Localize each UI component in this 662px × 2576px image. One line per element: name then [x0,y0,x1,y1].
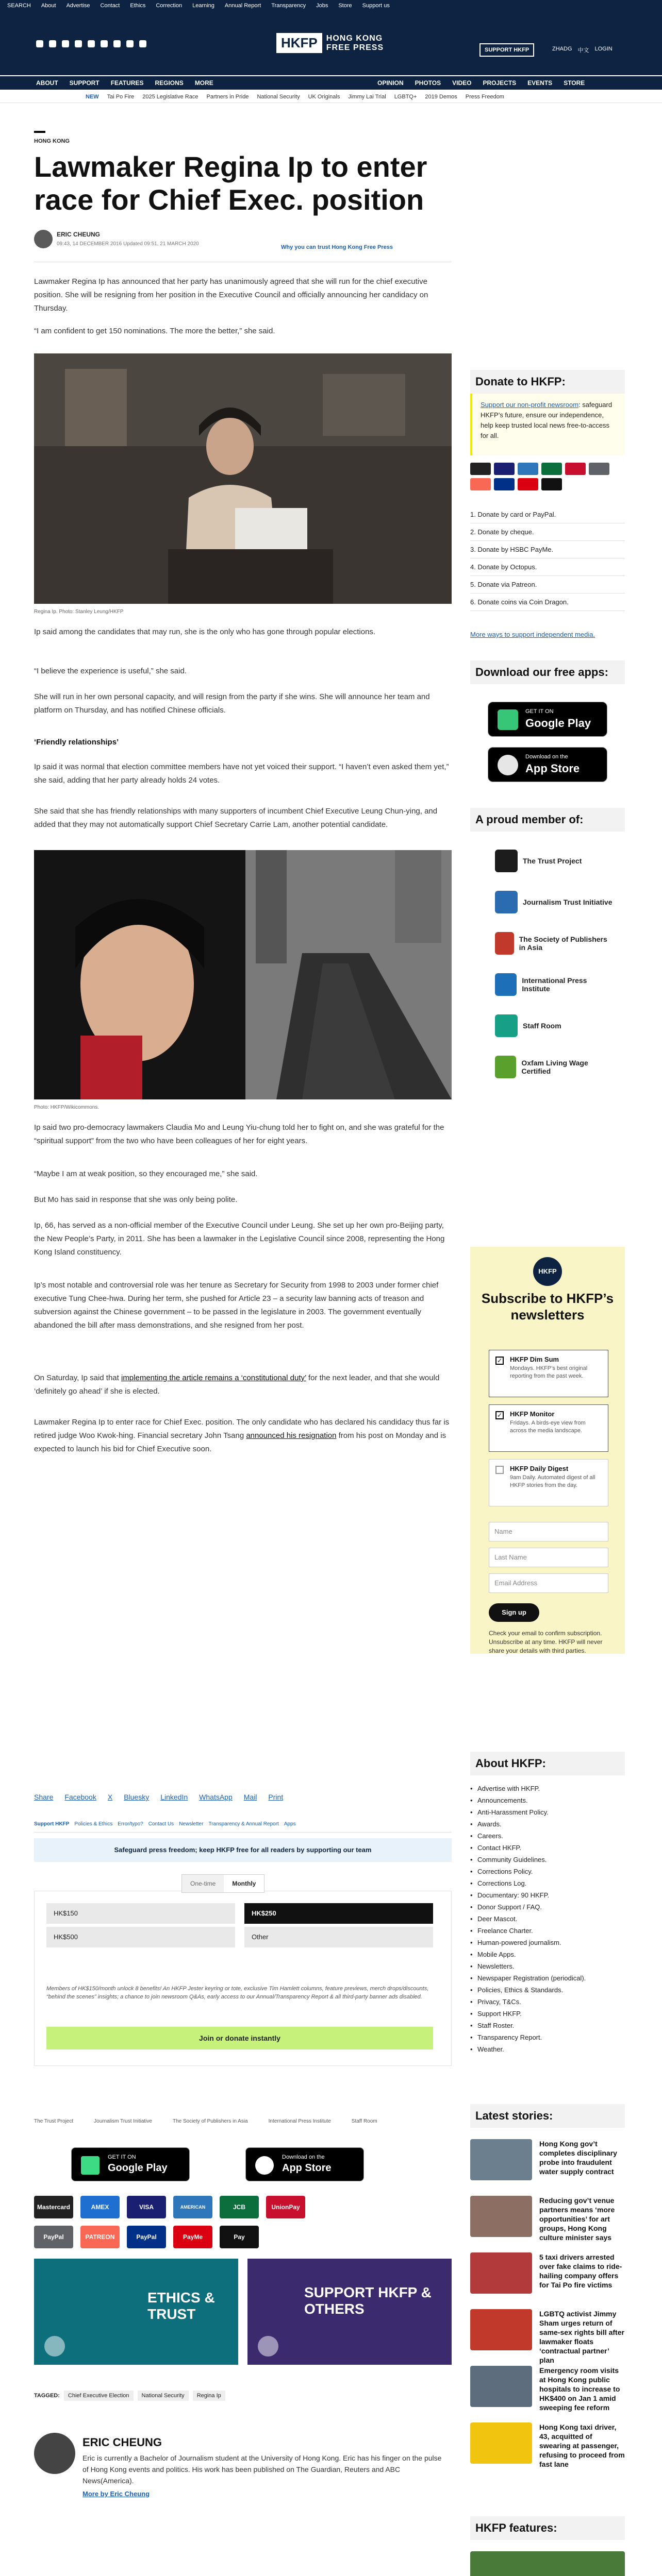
signup-button[interactable]: Sign up [489,1603,539,1622]
visa-icon: VISA [127,2196,166,2218]
share-linkedin[interactable]: LinkedIn [160,1793,188,1801]
site-logo[interactable] [276,33,384,53]
amount-option[interactable]: HK$500 [46,1927,235,1947]
nav-features[interactable]: FEATURES [110,79,144,87]
topic-link[interactable]: National Security [257,94,300,100]
utility-link-about[interactable]: About [41,3,56,9]
policy-link[interactable]: Support HKFP [34,1821,70,1827]
article-photo-protest [34,850,452,1099]
nav-events[interactable]: EVENTS [527,79,553,87]
topic-link[interactable]: 2025 Legislative Race [142,94,198,100]
tag[interactable]: Chief Executive Election [64,2391,134,2401]
facebook-icon[interactable] [36,40,43,47]
share-label[interactable]: Share [34,1793,54,1801]
utility-link-ethics[interactable]: Ethics [130,3,146,9]
utility-bar [0,0,662,11]
payment-methods-row-1 [34,2196,305,2218]
tag[interactable]: Regina Ip [193,2391,225,2401]
tab-one-time[interactable]: One-time [182,1875,224,1892]
about-link[interactable]: • Contact HKFP. [470,1842,625,1854]
utility-link-transparency[interactable]: Transparency [271,3,306,9]
latest-story[interactable] [470,2309,625,2364]
photo-caption: Regina Ip. Photo: Stanley Leung/HKFP [34,609,124,615]
amex-icon [518,463,538,475]
sopa-icon [495,932,514,955]
about-link[interactable]: • Weather. [470,2043,625,2055]
latest-story[interactable] [470,2139,625,2191]
amount-option[interactable]: HK$150 [46,1903,235,1924]
email-icon[interactable] [113,40,121,47]
member-oxfam[interactable]: Oxfam Living Wage Certified [495,1051,614,1083]
ipi-logo[interactable]: International Press Institute [268,2119,331,2124]
about-link[interactable]: • Newspaper Registration (periodical). [470,1972,625,1984]
story-title[interactable]: Hong Kong taxi driver, 43, acquitted of swearing at passenger, refusing to proceed from fast lane [539,2423,625,2468]
utility-link-jobs[interactable]: Jobs [316,3,328,9]
story-thumbnail[interactable] [470,2309,532,2350]
mastercard-icon [470,463,491,475]
member-staff-room[interactable]: Staff Room [495,1010,614,1042]
logo-mark: HKFP [276,33,322,53]
logo-text: HONG KONG FREE PRESS [326,33,384,52]
trust-project-icon [495,850,518,872]
telegram-icon[interactable] [139,40,146,47]
share-facebook[interactable]: Facebook [64,1793,96,1801]
sidebar-heading-apps: Download our free apps: [470,660,625,684]
utility-link-advertise[interactable]: Advertise [66,3,90,9]
gpay-icon: PayPal [34,2226,73,2248]
about-link[interactable]: • Awards. [470,1818,625,1830]
inline-link[interactable]: implementing the article remains a ‘constitutional duty’ [121,1374,306,1382]
story-thumbnail[interactable] [470,2252,532,2294]
about-link[interactable]: • Staff Roster. [470,2020,625,2031]
donate-intro-link[interactable]: Support our non-profit newsroom [481,401,579,409]
language-links [552,46,613,54]
paragraph: But Mo has said in response that she was only being polite. [34,1195,238,1204]
sidebar-heading-donate: Donate to HKFP: [470,370,625,394]
paragraph: “I believe the experience is useful,” she said. [34,667,187,675]
join-button[interactable]: Join or donate instantly [46,2027,433,2049]
about-list [470,1783,625,2055]
donate-method[interactable]: 3. Donate by HSBC PayMe. [470,541,625,558]
paragraph: “Maybe I am at weak position, so they encouraged me,” she said. [34,1170,258,1178]
story-thumbnail[interactable] [470,2422,532,2464]
newsletter-option-monitor[interactable]: ✓ HKFP Monitor Fridays. A birds-eye view from across the media landscape. [489,1404,608,1452]
instagram-icon[interactable] [62,40,69,47]
last-name-input[interactable]: Last Name [489,1548,608,1567]
tags [34,2391,225,2401]
jti-icon [495,891,518,913]
jcb-icon: JCB [220,2196,259,2218]
topic-link[interactable]: LGBTQ+ [394,94,417,100]
mastercard-icon: Mastercard [34,2196,73,2218]
ethics-banner[interactable]: ETHICS & TRUST [34,2259,238,2365]
threads-icon[interactable] [75,40,82,47]
unionpay-icon [565,463,586,475]
checkbox-checked[interactable]: ✓ [495,1357,504,1365]
member-logo-row [34,2119,377,2124]
nav-support[interactable]: SUPPORT [69,79,100,87]
badge-icon [44,2336,65,2357]
donation-frequency-toggle [181,1874,264,1893]
author-photo[interactable] [34,2433,75,2474]
sidebar-payment-icons [470,463,625,490]
share-print[interactable]: Print [268,1793,284,1801]
oxfam-icon [495,1056,516,1078]
byline [57,231,199,247]
about-link[interactable]: • Advertise with HKFP. [470,1783,625,1794]
donate-intro: Support our non-profit newsroom: safeguard HKFP’s future, ensure our independence, help keep trusted local news free-to-access for all. [470,394,625,455]
utility-link-annual-report[interactable]: Annual Report [224,3,261,9]
about-link[interactable]: • Support HKFP. [470,2008,625,2020]
latest-story[interactable] [470,2252,625,2304]
email-input[interactable]: Email Address [489,1573,608,1593]
apple-icon [255,2156,274,2175]
author-avatar[interactable] [34,230,53,248]
donate-method[interactable]: 2. Donate by cheque. [470,523,625,541]
sidebar-google-play-badge[interactable]: GET IT ON Google Play [488,702,607,737]
gpay-icon [589,463,609,475]
about-link[interactable]: • Transparency Report. [470,2031,625,2043]
youtube-icon[interactable] [101,40,108,47]
paragraph: She said that she has friendly relationships with many supporters of incumbent Chief Executive Leung Chun-ying, and added that they may not automatically support Chief Secretary Carrie Lam, another potential candidate. [34,807,438,829]
paragraph: “I am confident to get 150 nominations. The more the better,” she said. [34,327,275,335]
latest-story[interactable] [470,2422,625,2474]
author-bio [82,2437,443,2500]
utility-link-search[interactable]: SEARCH [7,3,31,9]
nav-opinion[interactable]: OPINION [377,79,404,87]
latest-story[interactable] [470,2196,625,2247]
policy-link[interactable]: Policies & Ethics [74,1821,113,1827]
subheading: ‘Friendly relationships’ [34,738,119,747]
paragraph: Lawmaker Regina Ip has announced that her party has unanimously agreed that she will run for the chief executive position. She will be resigning from her position in the Executive Council and officially announcing her candidacy on Thursday. [34,277,428,313]
paragraph: Lawmaker Regina Ip to enter race for Chief Exec. position. The only candidate who has declared his candidacy thus far is retired judge Woo Kwok-hing. Financial secretary John Tsang announced his resignation from his post on Monday and is expected to launch his bid for Chief Executive soon. [34,1418,450,1453]
visa-icon [494,463,515,475]
policy-link[interactable]: Transparency & Annual Report [208,1821,279,1827]
patreon-icon [470,478,491,490]
policy-link[interactable]: Apps [284,1821,296,1827]
author-bio-text: Eric is currently a Bachelor of Journalism student at the University of Hong Kong. Eric has his finger on the pulse of Hong Kong events and politics. His work has been published on The Guardian, Reuters and ABC News(America). [82,2454,442,2485]
badge-icon [258,2336,278,2357]
donate-methods [470,506,625,611]
tab-monthly[interactable]: Monthly [224,1875,264,1892]
x-icon[interactable] [49,40,56,47]
checkbox-unchecked[interactable] [495,1466,504,1474]
nav-more[interactable]: MORE [194,79,213,87]
tag[interactable]: National Security [138,2391,189,2401]
american-express-icon: AMERICAN [173,2196,212,2218]
staff-room-icon [495,1014,518,1037]
about-link[interactable]: • Human-powered journalism. [470,1937,625,1948]
google-play-badge[interactable]: GET IT ON Google Play [71,2147,190,2181]
linkedin-icon[interactable] [88,40,95,47]
jti-logo[interactable]: Journalism Trust Initiative [94,2119,152,2124]
new-label: NEW [86,94,99,100]
article-photo-regina-ip [34,353,452,604]
jcb-icon [541,463,562,475]
category-kicker[interactable]: HONG KONG [34,138,70,144]
utility-link-contact[interactable]: Contact [100,3,120,9]
share-x[interactable]: X [107,1793,113,1801]
trust-project-logo[interactable]: The Trust Project [34,2119,74,2124]
support-banner[interactable]: SUPPORT HKFP & OTHERS [247,2259,452,2365]
more-ways-link[interactable]: More ways to support independent media. [470,631,595,638]
support-hkfp-button[interactable]: SUPPORT HKFP [479,43,534,57]
amex-icon: AMEX [80,2196,120,2218]
topic-link[interactable]: Partners in Pride [206,94,249,100]
rss-icon[interactable] [126,40,134,47]
apple-icon [498,755,518,775]
donate-banner[interactable]: Safeguard press freedom; keep HKFP free for all readers by supporting our team [34,1838,452,1862]
google-play-icon [81,2156,100,2175]
story-title[interactable]: Emergency room visits at Hong Kong public hospitals to increase to HK$400 on Jan 1 amid sweeping fee reform [539,2366,620,2412]
sidebar-heading-about: About HKFP: [470,1752,625,1775]
story-title[interactable]: 5 taxi drivers arrested over fake claims to ride-hailing company offers for Tai Po fire victims [539,2253,622,2289]
share-bar [34,1793,283,1801]
donate-method[interactable]: 1. Donate by card or PayPal. [470,506,625,523]
feature-image[interactable] [470,2551,625,2576]
utility-link-store[interactable]: Store [338,3,352,9]
paypal-icon: PayPal [127,2226,166,2248]
app-store-badge[interactable]: Download on the App Store [245,2147,364,2181]
about-link[interactable]: • Announcements. [470,1794,625,1806]
newsletter-icon: HKFP [533,1257,562,1286]
about-link[interactable]: • Anti-Harassment Policy. [470,1806,625,1818]
utility-link-correction[interactable]: Correction [156,3,183,9]
payme-icon: PayMe [173,2226,212,2248]
feature-story[interactable] [470,2551,625,2576]
about-link[interactable]: • Corrections Log. [470,1877,625,1889]
story-thumbnail[interactable] [470,2139,532,2180]
about-link[interactable]: • Newsletters. [470,1960,625,1972]
amount-option-other[interactable]: Other [244,1927,433,1947]
about-link[interactable]: • Corrections Policy. [470,1866,625,1877]
latest-story[interactable] [470,2366,625,2417]
policy-link[interactable]: Newsletter [179,1821,204,1827]
tags-label: TAGGED: [34,2393,60,2399]
about-link[interactable]: • Documentary: 90 HKFP. [470,1889,625,1901]
payment-methods-row-2 [34,2226,259,2248]
paragraph: Ip said it was normal that election committee members have not yet voiced their support. “I haven’t even asked them yet,” she said, adding that her party already holds 24 votes. [34,762,449,785]
story-title[interactable]: Hong Kong gov’t completes disciplinary probe into fraudulent water supply contract [539,2140,617,2176]
newsletter-option-daily-digest[interactable]: HKFP Daily Digest 9am Daily. Automated digest of all HKFP stories from the day. [489,1459,608,1506]
about-link[interactable]: • Donor Support / FAQ. [470,1901,625,1913]
paragraph: On Saturday, Ip said that implementing the article remains a ‘constitutional duty’ for the next leader, and that she would ‘definitely go ahead’ if she is elected. [34,1374,440,1396]
member-benefits-text: Members of HK$150/month unlock 8 benefits! An HKFP Jester keyring or tote, exclusive Tim Hamlett columns, feature previews, merch drops/discounts, “behind the scenes” insights; a chance to join newsroom Q&As, early access to our Annual/Transparency Report & all third-party banner ads disabled. [46,1986,429,2000]
paragraph: She will run in her own personal capacity, and will resign from the party if she wins. She will announce her team and platform on Thursday, and has notified Chinese officials. [34,692,430,715]
photo-illustration [34,850,452,1099]
about-link[interactable]: • Mobile Apps. [470,1948,625,1960]
google-play-icon [498,709,518,730]
paragraph: Ip, 66, has served as a non-official member of the Executive Council under Leung. She set up her own pro-Beijing party, the New People’s Party, in 2011. She has been a lawmaker in the Legislative Council since 2008, representing the Hong Kong Island constituency. [34,1221,445,1257]
sidebar-heading-member: A proud member of: [470,808,625,832]
main-nav [0,76,662,90]
nav-about[interactable]: ABOUT [36,79,58,87]
sidebar-heading-latest: Latest stories: [470,2104,625,2128]
checkbox-checked[interactable]: ✓ [495,1411,504,1419]
story-thumbnail[interactable] [470,2366,532,2407]
member-jti[interactable]: Journalism Trust Initiative [495,886,614,918]
about-link[interactable]: • Privacy, T&Cs. [470,1996,625,2008]
utility-link-learning[interactable]: Learning [192,3,214,9]
policy-links [34,1821,452,1833]
trust-link[interactable]: Why you can trust Hong Kong Free Press [281,244,393,250]
donate-method[interactable]: 4. Donate by Octopus. [470,558,625,576]
about-link[interactable]: • Careers. [470,1830,625,1842]
author-name[interactable]: ERIC CHEUNG [57,231,101,238]
story-thumbnail[interactable] [470,2196,532,2237]
unionpay-icon: UnionPay [266,2196,305,2218]
policy-link[interactable]: Error/typo? [118,1821,143,1827]
first-name-input[interactable]: Name [489,1522,608,1541]
applepay-icon [541,478,562,490]
nav-regions[interactable]: REGIONS [155,79,184,87]
member-trust-project[interactable]: The Trust Project [495,845,614,877]
sopa-logo[interactable]: The Society of Publishers in Asia [172,2119,248,2124]
story-title[interactable]: Reducing gov’t venue partners means ‘more opportunities’ for art groups, Hong Kong culture minister says [539,2196,615,2242]
topic-link[interactable]: UK Originals [308,94,340,100]
photo-caption: Photo: HKFP/Wikicommons. [34,1105,100,1110]
nav-store[interactable]: STORE [564,79,585,87]
paragraph: Ip’s most notable and controversial role was her tenure as Secretary for Security from 1998 to 2003 under former chief executive Tung Chee-hwa. During her term, she pushed for Article 23 – a security law banning acts of treason and subversion against the Chinese government – to be passed in the legislature in 2003. The government eventually abandoned the bill after mass demonstrations, and she resigned from her post. [34,1281,439,1330]
topic-link[interactable]: Press Freedom [465,94,504,100]
about-link[interactable]: • Freelance Charter. [470,1925,625,1937]
share-bluesky[interactable]: Bluesky [124,1793,150,1801]
policy-link[interactable]: Contact Us [148,1821,174,1827]
inline-link[interactable]: announced his resignation [246,1431,337,1440]
login-link[interactable]: LOGIN [594,46,613,52]
donate-method[interactable]: 6. Donate coins via Coin Dragon. [470,594,625,611]
newsletter-note: Check your email to confirm subscription. Unsubscribe at any time. HKFP will never share your details with third parties. [489,1630,603,1654]
lang-link[interactable]: ZHADG [552,46,572,52]
more-by-author-link[interactable]: More by Eric Cheung [82,2490,150,2498]
social-icons [36,40,146,47]
donate-method[interactable]: 5. Donate via Patreon. [470,576,625,594]
topic-bar [0,91,662,103]
member-sopa[interactable]: The Society of Publishers in Asia [495,927,614,959]
nav-photos[interactable]: PHOTOS [415,79,441,87]
paragraph: Ip said among the candidates that may run, she is the only who has gone through popular elections. [34,628,376,636]
staff-room-logo[interactable]: Staff Room [351,2119,377,2124]
paragraph: Ip said two pro-democracy lawmakers Claudia Mo and Leung Yiu-chung told her to fight on, and she was grateful for the “spiritual support” from the two who have been colleagues of her for eight years. [34,1123,444,1145]
story-title[interactable]: LGBTQ activist Jimmy Sham urges return of same-sex rights bill after lawmaker floats ‘contractual partner’ plan [539,2310,624,2364]
patreon-icon: PATREON [80,2226,120,2248]
share-mail[interactable]: Mail [243,1793,257,1801]
ipi-icon [495,973,517,996]
member-ipi[interactable]: International Press Institute [495,969,614,1001]
lang-link[interactable]: 中文 [577,47,589,54]
publish-date: 09:43, 14 DECEMBER 2016 Updated 09:51, 21 MARCH 2020 [57,241,199,247]
topic-link[interactable]: 2019 Demos [425,94,457,100]
paypal-icon [494,478,515,490]
newsletter-option-dim-sum[interactable]: ✓ HKFP Dim Sum Mondays. HKFP’s best original reporting from the past week. [489,1350,608,1397]
utility-link-support[interactable]: Support us [362,3,390,9]
sidebar-app-store-badge[interactable]: Download on the App Store [488,747,607,782]
site-header [0,11,662,75]
applepay-icon: Pay [220,2226,259,2248]
sidebar-heading-features: HKFP features: [470,2516,625,2540]
about-link[interactable]: • Deer Mascot. [470,1913,625,1925]
photo-illustration [34,353,452,604]
share-whatsapp[interactable]: WhatsApp [199,1793,233,1801]
kicker-rule [34,131,45,133]
newsletter-title: Subscribe to HKFP’s newsletters [481,1291,614,1323]
about-link[interactable]: • Community Guidelines. [470,1854,625,1866]
topic-link[interactable]: Tai Po Fire [107,94,135,100]
payme-icon [518,478,538,490]
nav-projects[interactable]: PROJECTS [483,79,517,87]
topic-link[interactable]: Jimmy Lai Trial [348,94,386,100]
nav-video[interactable]: VIDEO [452,79,472,87]
amount-option-selected[interactable]: HK$250 [244,1903,433,1924]
article-title: Lawmaker Regina Ip to enter race for Chief Exec. position [34,150,427,216]
author-box-name[interactable]: ERIC CHEUNG [82,2436,162,2449]
about-link[interactable]: • Policies, Ethics & Standards. [470,1984,625,1996]
